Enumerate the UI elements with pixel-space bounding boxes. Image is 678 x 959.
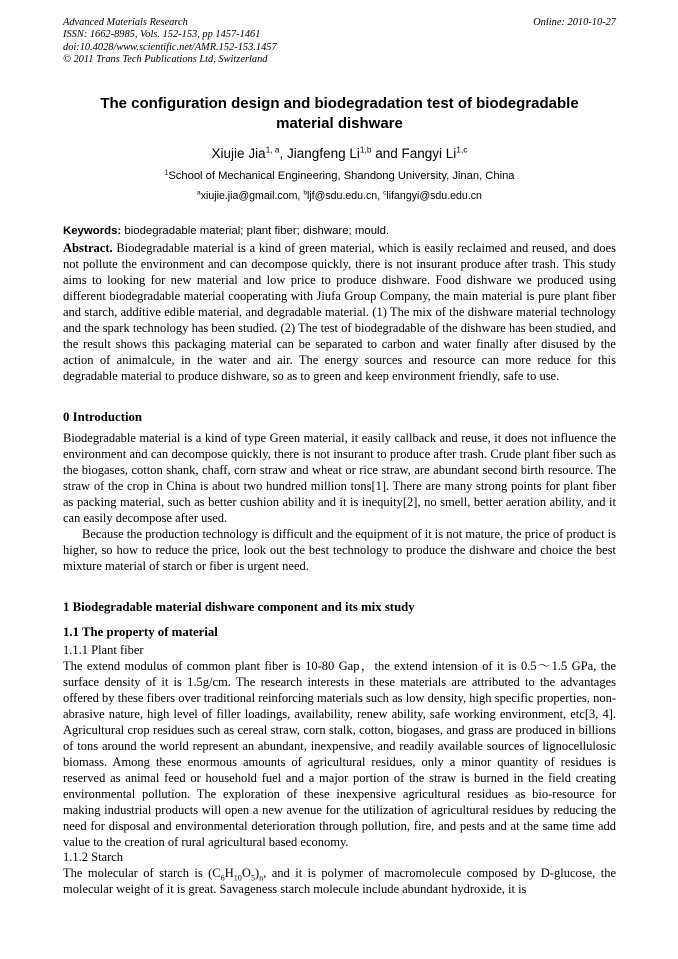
author-name-1: Xiujie Jia	[211, 145, 266, 161]
journal-title: Advanced Materials Research	[63, 17, 188, 28]
email-superscript-b: b	[303, 189, 307, 196]
subsubsection-heading-1-1-2: 1.1.2 Starch	[63, 850, 124, 865]
starch-text-1: The molecular of starch is (C	[63, 866, 221, 881]
starch-text-3: O	[241, 866, 251, 881]
email-separator-1: ,	[297, 189, 304, 202]
email-superscript-a: a	[197, 189, 201, 196]
journal-info-block	[63, 17, 277, 67]
subsubsection-heading-1-1-1: 1.1.1 Plant fiber	[63, 643, 144, 658]
starch-text-5: , and it is polymer of macromolecule composed by D-glucose, the molecular weight of it is great. Savageness starch molecule include abundant hydroxide, it is	[63, 866, 616, 897]
author-superscript-3: 1,c	[456, 144, 468, 155]
keywords-line	[63, 224, 616, 239]
keywords-text: biodegradable material; plant fiber; dishware; mould.	[121, 224, 390, 237]
email-address-3: lifangyi@sdu.edu.cn	[386, 189, 482, 202]
author-superscript-1: 1, a	[265, 144, 280, 155]
starch-subscript-3: 5	[250, 873, 255, 883]
starch-text-4: )	[254, 866, 260, 881]
author-separator-2: and	[371, 145, 402, 161]
doi-line: doi:10.4028/www.scientific.net/AMR.152-153.1457	[63, 41, 277, 53]
author-name-3: Fangyi Li	[401, 145, 457, 161]
author-superscript-2: 1,b	[359, 144, 372, 155]
online-date: Online: 2010-10-27	[533, 17, 616, 28]
intro-paragraph-2: Because the production technology is difficult and the equipment of it is not mature, the price of product is higher, so how to reduce the price, look out the best technology to produce the dishware and choice the best mixture material of starch or fiber is urgent need.	[63, 527, 617, 574]
subsection-heading-1-1: 1.1 The property of material	[63, 625, 218, 640]
email-address-2: ljf@sdu.edu.cn	[306, 189, 378, 202]
keywords-label: Keywords:	[63, 224, 122, 237]
section-heading-introduction: 0 Introduction	[63, 410, 143, 425]
copyright-line: © 2011 Trans Tech Publications Ltd, Switzerland	[63, 54, 268, 66]
starch-subscript-1: 6	[220, 873, 225, 883]
abstract-paragraph	[63, 240, 616, 384]
plant-fiber-paragraph: The extend modulus of common plant fiber is 10-80 Gap，the extend intension of it is 0.5～1.5 GPa, the surface density of it is 1.5g/cm. The research interests in these materials are attributed to the advantages offered by these fibers over traditional reinforcing materials such as low density, high specific properties, non-abrasive nature, high level of filler loadings, availability, renew ability, safe working environment, etc[3, 4]. Agricultural crop residues such as cereal straw, corn stalk, cotton, biogases, and grass are produced in billions of tons around the world represent an abundant, inexpensive, and readily available sources of lignocellulosic biomass. Among these enormous amounts of agricultural residues, only a minor quantity of residues is reserved as animal feed or household fuel and a major portion of the straw is burned in the field creating environmental pollution. The exploration of these inexpensive agricultural residues as bio-resource for making industrial products will open a new avenue for the utilization of agricultural residues by reducing the need for disposal and environmental deterioration through pollution, fire, and pests and at the same time add value to the creation of rural agricultural based economy.	[63, 659, 616, 850]
abstract-text: Biodegradable material is a kind of green material, which is easily reclaimed and reused, and does not pollute the environment and can decompose quickly, there is not insurant produce after trash. This study aims to looking for new material and low price to produce dishware. Food dishware we produced using different biodegradable material cooperating with Jiufa Group Company, the main material is pure plant fiber and starch, additive edible material, and degradable material. (1) The mix of the dishware material technology and the spark technology has been studied. (2) The test of biodegradable of the dishware has been studied, and the result shows this packaging material can be separated to carbon and water finally after disused by the action of animalcule, in the water and air. The energy sources and resource can more reduce for this degradable material to produce dishware, so as to green and keep environment friendly, safe to use.	[63, 241, 616, 384]
paper-title: The configuration design and biodegradation test of biodegradable material dishware	[100, 94, 579, 132]
author-name-2: Jiangfeng Li	[287, 145, 360, 161]
abstract-label: Abstract.	[63, 241, 113, 256]
starch-paragraph	[63, 865, 616, 897]
starch-subscript-2: 10	[233, 873, 242, 883]
authors-line	[63, 146, 616, 161]
affiliation-line	[63, 170, 616, 182]
email-address-1: xiujie.jia@gmail.com	[200, 189, 298, 202]
starch-subscript-4: n	[259, 873, 264, 883]
issn-line: ISSN: 1662-8985, Vols. 152-153, pp 1457-1461	[63, 29, 261, 41]
author-separator-1: ,	[279, 145, 288, 161]
affiliation-text: School of Mechanical Engineering, Shandong University, Jinan, China	[168, 169, 515, 182]
affiliation-superscript: 1	[164, 168, 169, 176]
page-header	[63, 17, 616, 67]
section-heading-1: 1 Biodegradable material dishware component and its mix study	[63, 600, 415, 615]
starch-text-2: H	[224, 866, 234, 881]
emails-line	[63, 190, 616, 202]
email-superscript-c: c	[383, 189, 387, 196]
intro-paragraph-1: Biodegradable material is a kind of type Green material, it easily callback and reuse, it does not influence the environment and can decompose quickly, there is not insurant to produce after trash. Crude plant fiber such as the biogases, cotton shank, chaff, corn straw and wheat or rice straw, are abundant second birth resource. The straw of the crop in China is about two hundred million tons[1]. There are many strong points for plant fiber as packing material, such as better cushion ability and it is inequity[2], no smell, better aeration ability, and it can easily decompose after used.	[63, 431, 616, 526]
email-separator-2: ,	[377, 189, 384, 202]
